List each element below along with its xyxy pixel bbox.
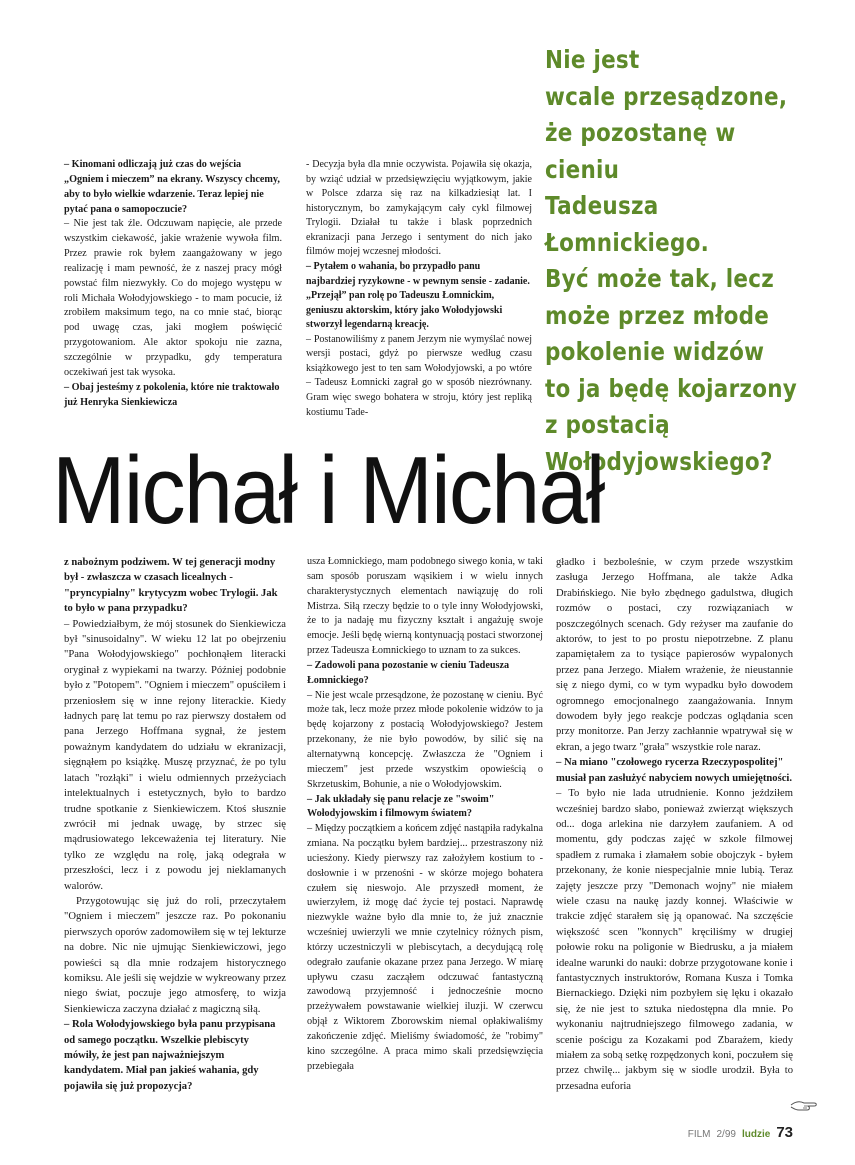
interview-question: – Na miano "czołowego rycerza Rzeczypospolitej" musiał pan zasłużyć nabyciem nowych umiejętności. [556,757,793,784]
interview-question: – Kinomani odliczają już czas do wejścia „Ogniem i mieczem” na ekrany. Wszyscy chcemy, aby to było wielkie wdarzenie. Teraz lepiej nie pytać pana o samopoczucie? [64,159,280,215]
interview-answer: – Nie jest wcale przesądzone, że pozostanę w cieniu. Być może tak, lecz może przez młode pokolenie widzów to ja będę kojarzony z postacią Wołodyjowskiego? Jestem przekonany, że nie było powodów, by silić się na alternatywną koncepcję. Zwłaszcza że "Ogniem i mieczem" jest przede wszystkim opowieścią o Skrzetuskim, Bohunie, a nie o Wołodyjowskim. [307,689,543,790]
footer-issue: 2/99 [716,1129,736,1140]
interview-question: – Zadowoli pana pozostanie w cieniu Tadeusza Łomnickiego? [307,659,510,686]
bottom-column-2 [307,555,543,1075]
footer-film: FILM [687,1129,711,1140]
interview-question: – Jak układały się panu relacje ze "swoim" Wołodyjowskim i filmowym światem? [307,793,495,820]
headline: Michał i Michał [52,437,604,544]
interview-question: z nabożnym podziwem. W tej generacji modny był - zwłaszcza w czasach licealnych - "pryncypialny" krytycyzm wobec Trylogii. Jak to było w pana przypadku? [64,557,278,615]
interview-answer: – Nie jest tak źle. Odczuwam napięcie, ale przede wszystkim ciekawość, jakie wrażenie wywoła film. Przez prawie rok byłem zaangażowany w jego realizację i mam pewność, że z naszej pracy mógł powstać film niezwykły. Co do mojego występu w roli Michała Wołodyjowskiego - to mam pocucie, iż zrobiłem maksimum tego, na co mnie stać, biorąc pod uwagę czas, jaki mogłem poświęcić przygotowaniom. Ale aktor spokoju nie zazna, szczególnie w przypadku, gdy temperatura oczekiwań jest tak wysoka. [64,218,282,378]
footer-magazine: ludzie [741,1129,771,1140]
interview-answer: Przygotowując się już do roli, przeczytałem "Ogniem i mieczem" jeszcze raz. Po pokonaniu pierwszych oporów zadomowiłem się w tej lekturze na dobre. Nic nie ujmując Sienkiewiczowi, jego powieści są dla mnie rodzajem historycznego komiksu. Ale jeśli się wejdzie w wykreowany przez niego świat, poczuje jego atmosferę, to wizja Sienkiewicza zaczyna działać z magiczną siłą. [64,895,286,1015]
bottom-column-1 [64,555,286,1094]
interview-answer: usza Łomnickiego, mam podobnego siwego konia, w taki sam sposób poruszam wąsikiem i w wielu innych charakterystycznych elementach nawiązuję do roli Mistrza. Siłą rzeczy będzie to o tyle inny Wołodyjowski, że to ja nadaję mu fizyczny kształt i angażuję swoje emocje. Jeśli będę wierną kontynuacją postaci stworzonej przez Tadeusza Łomnickiego to uznam to za sukces. [307,556,543,657]
interview-answer: – To było nie lada utrudnienie. Konno jeździłem wcześniej bardzo słabo, ponieważ zwierząt większych od... doga arlekina nie darzyłem zaufaniem. A od momentu, gdy podczas zajęć w szkole filmowej spadłem z rumaka i złamałem sobie obojczyk - byłem przekonany, że konie niespecjalnie mnie lubią. Teraz zajęty jeszcze przy "Demonach wojny" nie miałem wiele czasu na naukę jazdy konnej. Właściwie w trakcie zdjęć starałem się ją opanować. Na szczęście większość scen "konnych" kręciliśmy w drugiej połowie roku na poligonie w Biedrusku, a ja miałem idealne warunki do nauki: dobrze przygotowane konie i fantastycznych instruktorów, Romana Kusza i Tomka Biernackiego. Dzięki nim pozbyłem się lęku i okazało się, że nie jest to sztuka niedostępna dla mnie. Po wykonaniu najtrudniejszego filmowego zadania, w scenie pościgu za Kozakami pod Zbarażem, kiedy miałem za sobą setkę rozpędzonych koni, poczułem się przez chwilę... jakbym się w siodle urodził. Była to przesadna euforia [556,788,793,1092]
bottom-column-3 [556,555,793,1094]
interview-answer: – Między początkiem a końcem zdjęć nastąpiła radykalna zmiana. Na początku byłem bardziej... przestraszony niż uciesżony. Kiedy pierwszy raz założyłem kostium to - dosłownie i w przenośni - w skórze mojego bohatera czułem się nieswojo. Ale przyszedł moment, że uwierzyłem, iż mogę dać życie tej postaci. Naprawdę niezwykle ważne było dla mnie to, że już znacznie wcześniej uwierzyli we mnie czytelnicy różnych pism, którzy uczestniczyli w plebiscytach, a decydującą rolę odegrało zaufanie okazane przez pana Jerzego. W miarę upływu czasu zacząłem odczuwać fantastyczną zawodową przyjemność i jednocześnie mocno przeżywałem powstawanie wielkiej iluzji. W czerwcu objął z Wiktorem Zborowskim niemal opłakiwaliśmy zakończenie zdjęć. Mieliśmy świadomość, że "robimy" kino szczególne. A praca mimo skali przedsięwzięcia przebiegała [307,823,543,1072]
interview-question: – Pytałem o wahania, bo przypadło panu najbardziej ryzykowne - w pewnym sensie - zadanie. „Przejął” pan rolę po Tadeuszu Łomnickim, geniuszu aktorskim, który jako Wołodyjowski stworzył legendarną kreację. [306,260,530,331]
pull-quote: Nie jest wcale przesądzone, że pozostanę w cieniu Tadeusza Łomnickiego. Być może tak, lecz może przez młode pokolenie widzów to ja będę kojarzony z postacią Wołodyjowskiego? [545,45,798,476]
interview-answer: gładko i bezboleśnie, w czym przede wszystkim zasługa Jerzego Hoffmana, ale także Adka Drabińskiego. Nie było zbędnego gadulstwa, długich rozmów o postaci, czy rozwiązaniach w poszczególnych scenach. Gdy reżyser ma zaufanie do aktorów, to jest to po prostu niepotrzebne. Z planu zapamiętałem za to tysiące papierosów wypalonych przez pana Jerzego. Miałem wrażenie, że nieustannie się z niego dymi, co w tym wypadku było dowodem ogromnego emocjonalnego zaangażowania. Innym dowodem były jego reakcje podczas oglądania scen przy monitorze. Pan Jerzy zachłannie wpatrywał się w ekran, a jego twarz "grała" wszystkie role naraz. [556,557,793,753]
hand-pointer-icon [790,1098,822,1112]
interview-question: – Rola Wołodyjowskiego była panu przypisana od samego początku. Wszelkie plebiscyty mówiły, że jest pan najważniejszym kandydatem. Miał pan jakieś wahania, gdy pojawiła się już propozycja? [64,1019,276,1092]
page-footer [688,1124,793,1141]
top-column-1 [64,158,282,410]
page-number: 73 [776,1124,793,1141]
top-column-2 [306,158,532,420]
interview-answer: - Decyzja była dla mnie oczywista. Pojawiła się okazja, by wziąć udział w przedsięwzięciu wyjątkowym, jakie w Polsce zdarza się raz na kilkadziesiąt lat. I historycznym, bo zamykającym cały cykl filmowej Trylogii. Działał tu także i blask poprzednich ekranizacji pana Jerzego i sentyment do nich jako filmów mojej wczesnej młodości. [306,159,532,258]
interview-question: – Obaj jesteśmy z pokolenia, które nie traktowało już Henryka Sienkiewicza [64,381,280,408]
interview-answer: – Powiedziałbym, że mój stosunek do Sienkiewicza był "sinusoidalny". W wieku 12 lat po obejrzeniu "Pana Wołodyjowskiego" pochłonąłem literacki oryginał z wypiekami na twarzy. Później podobnie było z "Potopem". "Ogniem i mieczem" opuściłem i przeniosłem się w inne rejony literackie. Kiedy ładnych parę lat temu po raz pierwszy dostałem od pana Jerzego Hoffmana sygnał, że jestem poważnym kandydatem do udziału w ekranizacji, sięgnąłem po książkę. Muszę przyznać, że po tylu latach "rozłąki" i wielu odmiennych przeżyciach intelektualnych i estetycznych, było to bardzo trudne spotkanie z Sienkiewiczem. Ktoś słusznie zwrócił mi jednak uwagę, by strzec się mądrusiowatego lekceważenia tej literatury. Nie tylko ze względu na rolę, jaką odegrała w przeszłości, lecz i z powodu jej nieklamanych walorów. [64,618,286,892]
interview-answer: – Postanowiliśmy z panem Jerzym nie wymyślać nowej wersji postaci, gdyż po pierwsze według czasu książkowego jest to ten sam Wołodyjowski, a po wtóre – Tadeusz Łomnicki zagrał go w sposób niezrównany. Gram więc swego bohatera w stroju, który jest repliką kostiumu Tade- [306,333,532,418]
